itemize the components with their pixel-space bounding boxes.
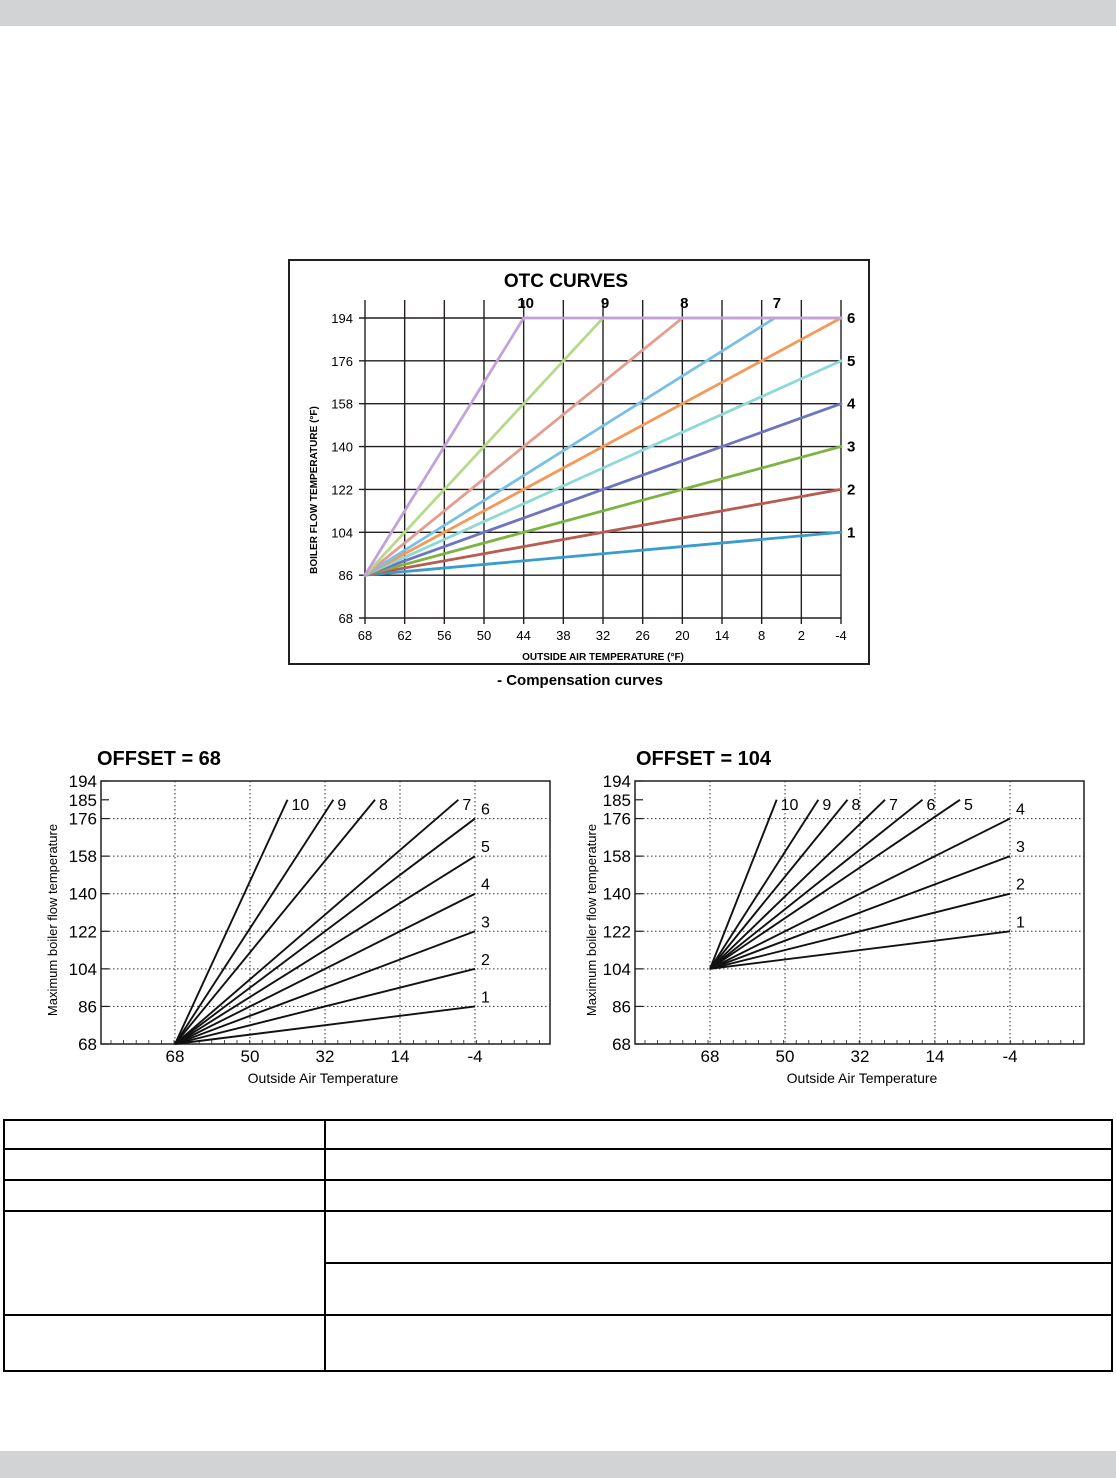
otc-y-axis-label: BOILER FLOW TEMPERATURE (°F)	[309, 406, 320, 574]
off68-series-line-5	[175, 856, 475, 1044]
otc-y-tick-label: 86	[338, 568, 353, 584]
otc-y-tick-label: 104	[331, 525, 353, 541]
otc-chart-title: OTC CURVES	[503, 271, 629, 292]
off68-curve-number-label: 3	[481, 914, 490, 932]
otc-curve-number-label: 10	[517, 295, 535, 312]
otc-curve-number-label: 7	[772, 295, 782, 312]
otc-x-tick-label: 62	[397, 628, 412, 643]
off68-curve-number-label: 1	[481, 989, 490, 1007]
off104-curve-number-label: 10	[780, 796, 799, 814]
footer-band	[0, 1451, 1116, 1478]
otc-y-tick-label: 122	[331, 482, 353, 498]
off104-curve-number-label: 4	[1016, 801, 1025, 819]
table-row	[4, 1120, 1112, 1149]
off68-curve-number-label: 7	[462, 796, 472, 814]
off104-curve-number-label: 2	[1016, 876, 1025, 894]
table-row	[4, 1315, 1112, 1371]
off68-x-tick-label: 32	[315, 1047, 335, 1066]
otc-x-tick-label: 2	[797, 628, 805, 643]
off104-x-tick-label: 50	[775, 1047, 795, 1066]
table-cell	[4, 1120, 325, 1149]
off104-curve-number-label: 9	[822, 796, 832, 814]
otc-x-tick-label: 38	[556, 628, 571, 643]
off104-y-tick-label: 194	[602, 772, 631, 791]
off68-curve-number-label: 2	[481, 951, 490, 969]
otc-curve-number-label: 5	[847, 352, 856, 370]
off104-x-tick-label: 68	[700, 1047, 720, 1066]
otc-curve-number-label: 4	[847, 395, 856, 413]
otc-y-tick-label: 68	[338, 611, 353, 626]
off68-y-tick-label: 68	[78, 1035, 97, 1054]
off68-y-tick-label: 122	[68, 922, 97, 942]
off104-y-tick-label: 68	[612, 1035, 631, 1054]
table-row	[4, 1180, 1112, 1211]
off68-x-tick-label: 50	[240, 1047, 260, 1066]
offset-68-y-axis-label: Maximum boiler flow temperature	[45, 823, 60, 1017]
table-cell	[325, 1211, 1112, 1263]
table-cell	[4, 1211, 325, 1315]
otc-curve-number-label: 8	[680, 295, 689, 312]
otc-y-tick-label: 140	[331, 439, 353, 455]
off68-curve-number-label: 10	[291, 796, 310, 814]
off104-series-line-5	[710, 800, 960, 969]
off68-series-line-9	[175, 800, 333, 1044]
otc-x-axis-label: OUTSIDE AIR TEMPERATURE (°F)	[522, 652, 684, 663]
otc-x-tick-label: 44	[516, 628, 531, 643]
off104-series-line-7	[710, 800, 885, 969]
figure-caption: - Compensation curves	[497, 672, 663, 689]
otc-x-tick-label: 26	[635, 628, 650, 643]
off68-y-tick-label: 185	[68, 790, 97, 810]
otc-x-tick-label: -4	[835, 628, 847, 643]
off68-y-tick-label: 158	[68, 847, 97, 867]
off68-curve-number-label: 5	[481, 839, 490, 857]
off104-y-tick-label: 104	[602, 959, 631, 979]
off68-curve-number-label: 4	[481, 876, 490, 894]
offset-68-x-axis-label: Outside Air Temperature	[247, 1070, 399, 1086]
table-row	[4, 1149, 1112, 1180]
table-cell	[325, 1149, 1112, 1180]
otc-x-tick-label: 32	[595, 628, 611, 643]
otc-y-tick-label: 194	[331, 311, 353, 326]
off104-y-tick-label: 158	[602, 847, 631, 867]
table-row	[4, 1211, 1112, 1263]
otc-x-tick-label: 50	[476, 628, 492, 643]
off104-curve-number-label: 5	[964, 796, 973, 814]
off104-y-tick-label: 176	[602, 809, 631, 829]
off104-curve-number-label: 1	[1016, 914, 1025, 932]
off68-y-tick-label: 140	[68, 884, 97, 904]
table-cell	[4, 1315, 325, 1371]
off104-x-tick-label: -4	[1002, 1047, 1018, 1066]
off104-curve-number-label: 3	[1016, 839, 1025, 857]
off104-x-tick-label: 14	[925, 1047, 945, 1066]
offset-68-title: OFFSET = 68	[97, 748, 221, 770]
table-cell	[4, 1149, 325, 1180]
offset-68-chart	[45, 748, 550, 1086]
off104-y-tick-label: 86	[612, 997, 631, 1017]
otc-curve-number-label: 1	[847, 524, 856, 542]
offset-104-chart	[584, 748, 1084, 1086]
off104-curve-number-label: 8	[851, 796, 861, 814]
off68-y-tick-label: 194	[68, 772, 97, 791]
table-cell	[4, 1180, 325, 1211]
otc-curve-number-label: 9	[600, 295, 610, 312]
otc-x-tick-label: 14	[714, 628, 730, 643]
off104-y-tick-label: 140	[602, 884, 631, 904]
otc-x-tick-label: 20	[675, 628, 690, 643]
off104-series-line-6	[710, 800, 923, 969]
off68-x-tick-label: 14	[390, 1047, 410, 1066]
off68-y-tick-label: 176	[68, 809, 97, 829]
off104-curve-number-label: 7	[889, 796, 898, 814]
parameter-table	[3, 1119, 1113, 1372]
otc-x-tick-label: 56	[437, 628, 452, 643]
table-cell	[325, 1263, 1112, 1315]
off68-x-tick-label: -4	[467, 1047, 483, 1066]
otc-x-tick-label: 68	[357, 628, 373, 643]
otc-curve-number-label: 6	[847, 310, 856, 327]
table-cell	[325, 1315, 1112, 1371]
off104-y-tick-label: 122	[602, 922, 631, 942]
offset-104-title: OFFSET = 104	[636, 748, 772, 770]
off68-y-tick-label: 104	[68, 959, 97, 979]
off104-x-tick-label: 32	[850, 1047, 870, 1066]
off104-series-line-1	[710, 931, 1010, 969]
off68-curve-number-label: 6	[481, 801, 490, 819]
otc-y-tick-label: 158	[331, 396, 353, 412]
table-cell	[325, 1180, 1112, 1211]
off68-series-line-7	[175, 800, 458, 1044]
otc-y-tick-label: 176	[331, 353, 353, 369]
off68-curve-number-label: 9	[337, 796, 347, 814]
off104-y-tick-label: 185	[602, 790, 631, 810]
otc-curves-chart	[289, 260, 869, 664]
otc-curve-number-label: 2	[847, 481, 856, 499]
off68-x-tick-label: 68	[165, 1047, 185, 1066]
table-cell	[325, 1120, 1112, 1149]
off104-series-line-9	[710, 800, 818, 969]
off68-curve-number-label: 8	[379, 796, 388, 814]
otc-x-tick-label: 8	[758, 628, 766, 643]
off68-y-tick-label: 86	[78, 997, 97, 1017]
offset-104-y-axis-label: Maximum boiler flow temperature	[584, 823, 599, 1017]
otc-curve-number-label: 3	[847, 438, 856, 456]
off104-curve-number-label: 6	[926, 796, 936, 814]
offset-104-x-axis-label: Outside Air Temperature	[786, 1070, 938, 1086]
